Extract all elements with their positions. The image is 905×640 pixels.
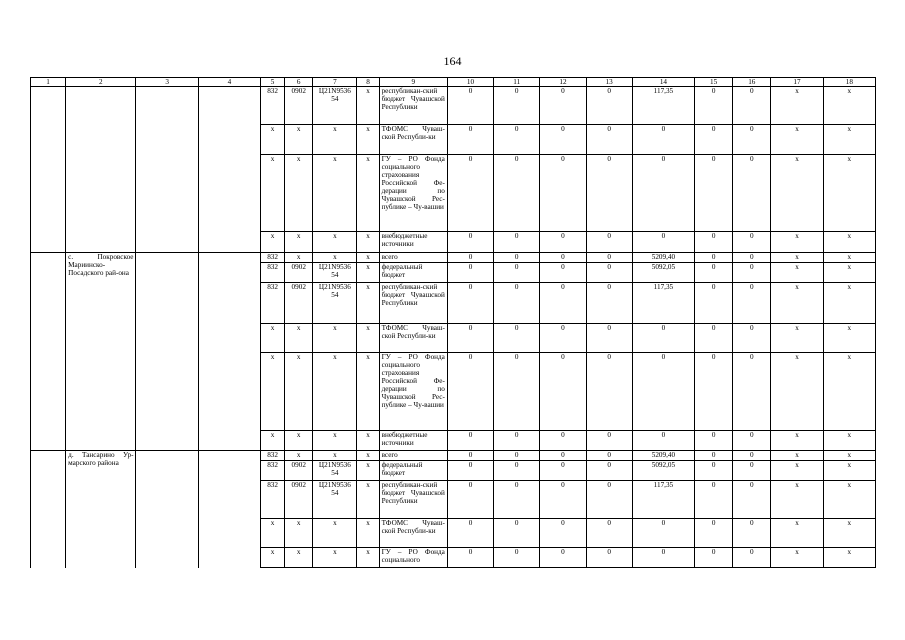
value-col17: x xyxy=(771,283,823,324)
table-body xyxy=(31,87,876,568)
table-row xyxy=(31,87,876,125)
column-header-2: 2 xyxy=(66,78,136,87)
value-col18: x xyxy=(823,519,875,548)
code-rz: x xyxy=(285,232,313,253)
value-col10: 0 xyxy=(447,155,493,232)
column-header-9: 9 xyxy=(379,78,447,87)
code-vr: x xyxy=(357,519,379,548)
column-header-14: 14 xyxy=(632,78,694,87)
funding-source: ГУ – РО Фонда социального страхования Российской Фе-дерации по Чувашской Рес-публике – Чу-вашии xyxy=(379,353,447,431)
funding-source: внебюджетные источники xyxy=(379,232,447,253)
code-gr: x xyxy=(261,324,285,353)
value-col11: 0 xyxy=(494,125,540,155)
value-col18: x xyxy=(823,125,875,155)
value-col16: 0 xyxy=(733,283,771,324)
value-col17: x xyxy=(771,353,823,431)
code-rz: 0902 xyxy=(285,283,313,324)
value-col10: 0 xyxy=(447,253,493,263)
value-col13: 0 xyxy=(586,431,632,451)
value-col16: 0 xyxy=(733,155,771,232)
funding-source: всего xyxy=(379,451,447,461)
column-header-7: 7 xyxy=(313,78,357,87)
code-rz: x xyxy=(285,324,313,353)
code-rz: 0902 xyxy=(285,87,313,125)
value-col16: 0 xyxy=(733,519,771,548)
code-csr: x xyxy=(313,353,357,431)
code-vr: x xyxy=(357,548,379,568)
value-col14: 117,35 xyxy=(632,87,694,125)
value-col15: 0 xyxy=(695,263,733,283)
value-col18: x xyxy=(823,431,875,451)
funding-source: ГУ – РО Фонда социального xyxy=(379,548,447,568)
code-gr: 832 xyxy=(261,451,285,461)
value-col13: 0 xyxy=(586,461,632,481)
object-name xyxy=(66,87,136,253)
code-rz: 0902 xyxy=(285,461,313,481)
value-col12: 0 xyxy=(540,519,586,548)
code-gr: 832 xyxy=(261,481,285,519)
funding-source: федеральный бюджет xyxy=(379,461,447,481)
cell-col4 xyxy=(198,451,260,568)
funding-source: ГУ – РО Фонда социального страхования Российской Фе-дерации по Чувашской Рес-публике – Чу-вашии xyxy=(379,155,447,232)
code-gr: x xyxy=(261,232,285,253)
value-col13: 0 xyxy=(586,125,632,155)
table-header xyxy=(31,78,876,87)
cell-col4 xyxy=(198,253,260,451)
column-header-10: 10 xyxy=(447,78,493,87)
value-col16: 0 xyxy=(733,263,771,283)
funding-source: ТФОМС Чуваш-ской Республи-ки xyxy=(379,519,447,548)
code-rz: 0902 xyxy=(285,263,313,283)
value-col15: 0 xyxy=(695,519,733,548)
value-col15: 0 xyxy=(695,548,733,568)
code-gr: x xyxy=(261,125,285,155)
value-col13: 0 xyxy=(586,353,632,431)
value-col14: 0 xyxy=(632,324,694,353)
value-col10: 0 xyxy=(447,431,493,451)
value-col11: 0 xyxy=(494,324,540,353)
value-col11: 0 xyxy=(494,353,540,431)
value-col14: 0 xyxy=(632,125,694,155)
value-col12: 0 xyxy=(540,263,586,283)
value-col15: 0 xyxy=(695,155,733,232)
value-col17: x xyxy=(771,324,823,353)
funding-source: всего xyxy=(379,253,447,263)
code-vr: x xyxy=(357,324,379,353)
cell-col3 xyxy=(136,253,198,451)
value-col18: x xyxy=(823,155,875,232)
value-col13: 0 xyxy=(586,451,632,461)
value-col11: 0 xyxy=(494,263,540,283)
value-col15: 0 xyxy=(695,232,733,253)
code-gr: 832 xyxy=(261,283,285,324)
value-col11: 0 xyxy=(494,519,540,548)
value-col16: 0 xyxy=(733,232,771,253)
value-col11: 0 xyxy=(494,155,540,232)
value-col17: x xyxy=(771,155,823,232)
column-header-11: 11 xyxy=(494,78,540,87)
column-header-15: 15 xyxy=(695,78,733,87)
value-col17: x xyxy=(771,263,823,283)
value-col13: 0 xyxy=(586,283,632,324)
value-col10: 0 xyxy=(447,87,493,125)
code-vr: x xyxy=(357,481,379,519)
cell-col3 xyxy=(136,451,198,568)
value-col13: 0 xyxy=(586,87,632,125)
code-csr: x xyxy=(313,431,357,451)
cell-col1 xyxy=(31,87,66,253)
code-gr: x xyxy=(261,353,285,431)
code-rz: x xyxy=(285,519,313,548)
value-col15: 0 xyxy=(695,481,733,519)
column-header-13: 13 xyxy=(586,78,632,87)
value-col15: 0 xyxy=(695,353,733,431)
code-rz: x xyxy=(285,353,313,431)
value-col12: 0 xyxy=(540,155,586,232)
value-col11: 0 xyxy=(494,431,540,451)
value-col13: 0 xyxy=(586,519,632,548)
value-col16: 0 xyxy=(733,87,771,125)
value-col18: x xyxy=(823,324,875,353)
code-csr: x xyxy=(313,253,357,263)
value-col18: x xyxy=(823,232,875,253)
code-rz: x xyxy=(285,125,313,155)
code-vr: x xyxy=(357,461,379,481)
code-vr: x xyxy=(357,87,379,125)
code-gr: 832 xyxy=(261,263,285,283)
value-col12: 0 xyxy=(540,232,586,253)
value-col18: x xyxy=(823,87,875,125)
funding-source: внебюджетные источники xyxy=(379,431,447,451)
cell-col1 xyxy=(31,253,66,451)
value-col16: 0 xyxy=(733,125,771,155)
funding-source: республикан-ский бюджет Чувашской Республики xyxy=(379,481,447,519)
funding-source: федеральный бюджет xyxy=(379,263,447,283)
funding-source: ТФОМС Чуваш-ской Республи-ки xyxy=(379,324,447,353)
value-col16: 0 xyxy=(733,324,771,353)
code-vr: x xyxy=(357,431,379,451)
value-col11: 0 xyxy=(494,87,540,125)
value-col14: 0 xyxy=(632,431,694,451)
value-col16: 0 xyxy=(733,548,771,568)
value-col16: 0 xyxy=(733,481,771,519)
code-csr: x xyxy=(313,155,357,232)
value-col14: 117,35 xyxy=(632,481,694,519)
value-col17: x xyxy=(771,232,823,253)
value-col10: 0 xyxy=(447,519,493,548)
value-col12: 0 xyxy=(540,125,586,155)
column-header-6: 6 xyxy=(285,78,313,87)
funding-source: республикан-ский бюджет Чувашской Республики xyxy=(379,283,447,324)
value-col13: 0 xyxy=(586,253,632,263)
code-vr: x xyxy=(357,353,379,431)
value-col17: x xyxy=(771,87,823,125)
code-csr: Ц21N9536 54 xyxy=(313,461,357,481)
column-header-1: 1 xyxy=(31,78,66,87)
code-vr: x xyxy=(357,283,379,324)
column-header-8: 8 xyxy=(357,78,379,87)
code-gr: x xyxy=(261,431,285,451)
value-col11: 0 xyxy=(494,232,540,253)
value-col11: 0 xyxy=(494,253,540,263)
table-row xyxy=(31,253,876,263)
code-csr: x xyxy=(313,125,357,155)
value-col13: 0 xyxy=(586,263,632,283)
value-col10: 0 xyxy=(447,324,493,353)
code-gr: x xyxy=(261,548,285,568)
value-col14: 0 xyxy=(632,353,694,431)
value-col14: 5209,40 xyxy=(632,253,694,263)
value-col12: 0 xyxy=(540,253,586,263)
value-col16: 0 xyxy=(733,431,771,451)
code-vr: x xyxy=(357,253,379,263)
value-col14: 0 xyxy=(632,519,694,548)
column-header-3: 3 xyxy=(136,78,198,87)
value-col17: x xyxy=(771,253,823,263)
value-col16: 0 xyxy=(733,451,771,461)
code-vr: x xyxy=(357,155,379,232)
code-rz: 0902 xyxy=(285,481,313,519)
code-csr: x xyxy=(313,232,357,253)
code-vr: x xyxy=(357,451,379,461)
value-col13: 0 xyxy=(586,232,632,253)
value-col15: 0 xyxy=(695,253,733,263)
value-col15: 0 xyxy=(695,324,733,353)
value-col12: 0 xyxy=(540,481,586,519)
value-col18: x xyxy=(823,481,875,519)
value-col18: x xyxy=(823,263,875,283)
value-col12: 0 xyxy=(540,353,586,431)
cell-col3 xyxy=(136,87,198,253)
code-csr: Ц21N9536 54 xyxy=(313,263,357,283)
code-vr: x xyxy=(357,125,379,155)
value-col17: x xyxy=(771,125,823,155)
value-col15: 0 xyxy=(695,461,733,481)
value-col18: x xyxy=(823,353,875,431)
code-vr: x xyxy=(357,232,379,253)
value-col18: x xyxy=(823,451,875,461)
value-col15: 0 xyxy=(695,431,733,451)
value-col17: x xyxy=(771,519,823,548)
column-header-5: 5 xyxy=(261,78,285,87)
value-col12: 0 xyxy=(540,431,586,451)
value-col12: 0 xyxy=(540,283,586,324)
code-csr: x xyxy=(313,324,357,353)
object-name: с. Покровское Мариинско-Посадского рай-она xyxy=(66,253,136,451)
object-name: д. Тансарино Ур-марского района xyxy=(66,451,136,568)
code-csr: Ц21N9536 54 xyxy=(313,283,357,324)
value-col15: 0 xyxy=(695,451,733,461)
value-col11: 0 xyxy=(494,283,540,324)
code-gr: 832 xyxy=(261,87,285,125)
value-col10: 0 xyxy=(447,353,493,431)
code-vr: x xyxy=(357,263,379,283)
value-col17: x xyxy=(771,431,823,451)
funding-source: ТФОМС Чуваш-ской Республи-ки xyxy=(379,125,447,155)
code-gr: x xyxy=(261,519,285,548)
value-col13: 0 xyxy=(586,324,632,353)
value-col14: 0 xyxy=(632,548,694,568)
value-col10: 0 xyxy=(447,283,493,324)
value-col11: 0 xyxy=(494,461,540,481)
code-rz: x xyxy=(285,253,313,263)
code-gr: 832 xyxy=(261,253,285,263)
code-csr: x xyxy=(313,451,357,461)
value-col14: 5092,05 xyxy=(632,263,694,283)
value-col18: x xyxy=(823,548,875,568)
cell-col4 xyxy=(198,87,260,253)
code-rz: x xyxy=(285,548,313,568)
code-csr: Ц21N9536 54 xyxy=(313,87,357,125)
value-col15: 0 xyxy=(695,283,733,324)
code-rz: x xyxy=(285,431,313,451)
code-gr: 832 xyxy=(261,461,285,481)
value-col12: 0 xyxy=(540,461,586,481)
value-col17: x xyxy=(771,548,823,568)
value-col12: 0 xyxy=(540,87,586,125)
value-col13: 0 xyxy=(586,155,632,232)
value-col13: 0 xyxy=(586,481,632,519)
value-col10: 0 xyxy=(447,232,493,253)
value-col18: x xyxy=(823,283,875,324)
value-col13: 0 xyxy=(586,548,632,568)
value-col10: 0 xyxy=(447,125,493,155)
code-csr: x xyxy=(313,519,357,548)
value-col15: 0 xyxy=(695,125,733,155)
column-header-18: 18 xyxy=(823,78,875,87)
value-col11: 0 xyxy=(494,451,540,461)
value-col16: 0 xyxy=(733,461,771,481)
code-rz: x xyxy=(285,451,313,461)
value-col17: x xyxy=(771,451,823,461)
table-row xyxy=(31,451,876,461)
value-col14: 0 xyxy=(632,232,694,253)
value-col12: 0 xyxy=(540,451,586,461)
value-col11: 0 xyxy=(494,481,540,519)
value-col17: x xyxy=(771,461,823,481)
value-col12: 0 xyxy=(540,324,586,353)
value-col10: 0 xyxy=(447,548,493,568)
code-csr: Ц21N9536 54 xyxy=(313,481,357,519)
value-col14: 5209,40 xyxy=(632,451,694,461)
value-col14: 117,35 xyxy=(632,283,694,324)
code-csr: x xyxy=(313,548,357,568)
value-col16: 0 xyxy=(733,353,771,431)
cell-col1 xyxy=(31,451,66,568)
value-col17: x xyxy=(771,481,823,519)
value-col11: 0 xyxy=(494,548,540,568)
value-col12: 0 xyxy=(540,548,586,568)
value-col15: 0 xyxy=(695,87,733,125)
value-col10: 0 xyxy=(447,461,493,481)
column-header-12: 12 xyxy=(540,78,586,87)
value-col14: 0 xyxy=(632,155,694,232)
value-col16: 0 xyxy=(733,253,771,263)
value-col10: 0 xyxy=(447,263,493,283)
value-col18: x xyxy=(823,253,875,263)
value-col10: 0 xyxy=(447,451,493,461)
value-col14: 5092,05 xyxy=(632,461,694,481)
budget-table xyxy=(30,77,876,568)
code-gr: x xyxy=(261,155,285,232)
page-number: 164 xyxy=(443,54,462,68)
column-header-17: 17 xyxy=(771,78,823,87)
funding-source: республикан-ский бюджет Чувашской Республики xyxy=(379,87,447,125)
value-col18: x xyxy=(823,461,875,481)
column-header-4: 4 xyxy=(198,78,260,87)
code-rz: x xyxy=(285,155,313,232)
column-header-16: 16 xyxy=(733,78,771,87)
value-col10: 0 xyxy=(447,481,493,519)
